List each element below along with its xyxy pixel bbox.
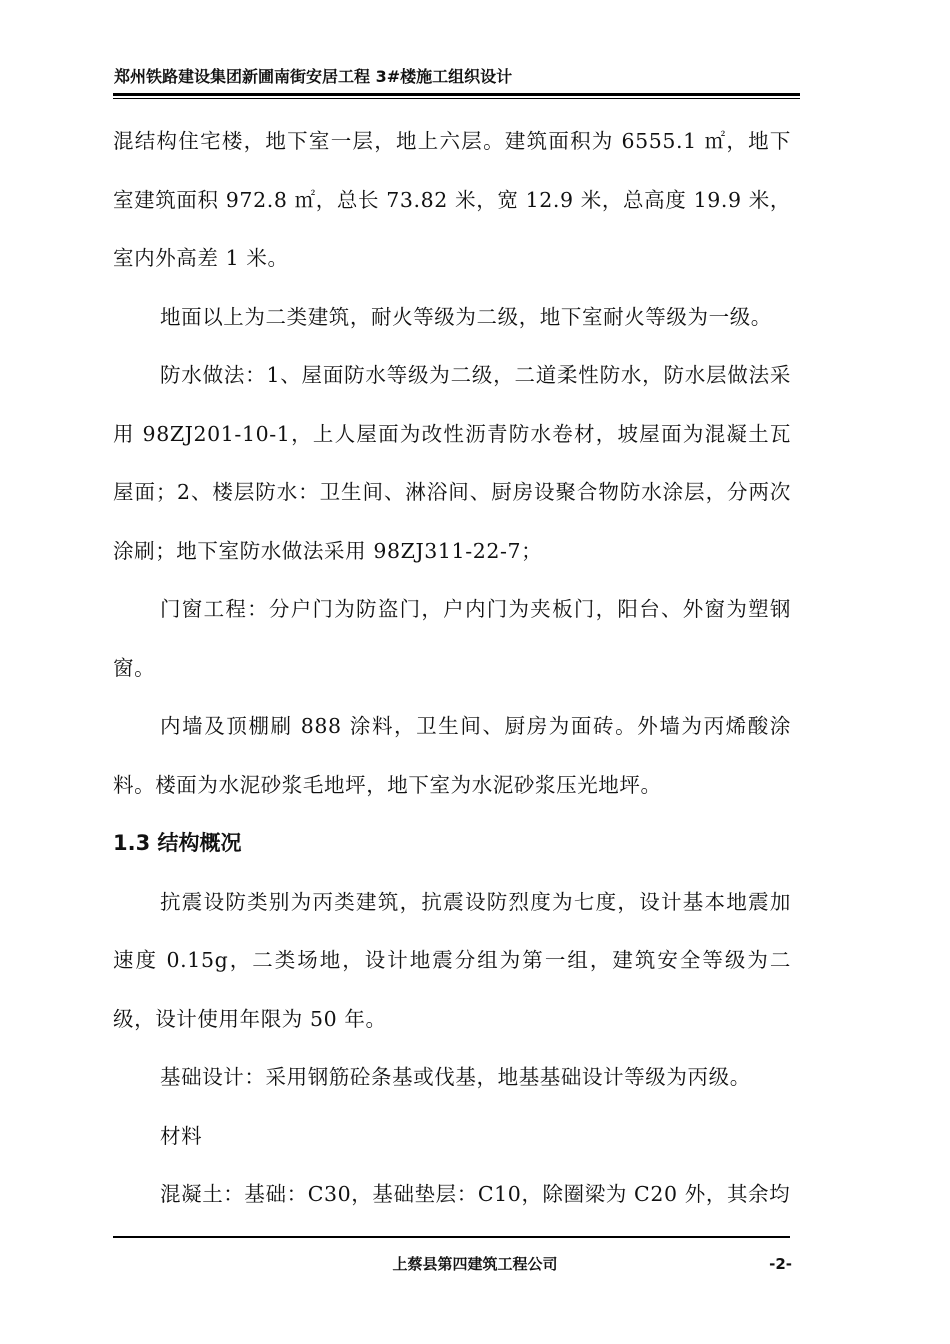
paragraph-materials-label: 材料 xyxy=(160,1123,203,1148)
document-body xyxy=(113,112,791,1224)
header-divider-thin xyxy=(113,98,800,99)
footer-divider xyxy=(113,1236,790,1238)
document-title: 郑州铁路建设集团新圃南街安居工程 3#楼施工组织设计 xyxy=(114,67,513,86)
paragraph-concrete: 混凝土：基础：C30，基础垫层：C10，除圈梁为 C20 外，其余均 xyxy=(160,1182,791,1206)
page-number: -2- xyxy=(769,1255,792,1273)
paragraph-building-overview: 混结构住宅楼，地下室一层，地上六层。建筑面积为 6555.1 ㎡，地下室建筑面积 972.8 ㎡，总长 73.82 米，宽 12.9 米，总高度 19.9 米，室内外高差 1 米。 xyxy=(113,129,791,270)
section-heading-structure: 1.3 结构概况 xyxy=(113,831,242,855)
paragraph-seismic: 抗震设防类别为丙类建筑，抗震设防烈度为七度，设计基本地震加速度 0.15g，二类场地，设计地震分组为第一组，建筑安全等级为二级，设计使用年限为 50 年。 xyxy=(113,889,791,1031)
paragraph-doors-windows: 门窗工程：分户门为防盗门，户内门为夹板门，阳台、外窗为塑钢窗。 xyxy=(113,597,791,680)
header-divider-thick xyxy=(113,93,800,96)
paragraph-fire-rating: 地面以上为二类建筑，耐火等级为二级，地下室耐火等级为一级。 xyxy=(160,304,772,329)
paragraph-finishes: 内墙及顶棚刷 888 涂料，卫生间、厨房为面砖。外墙为丙烯酸涂料。楼面为水泥砂浆毛地坪，地下室为水泥砂浆压光地坪。 xyxy=(113,714,791,797)
paragraph-foundation: 基础设计：采用钢筋砼条基或伐基，地基基础设计等级为丙级。 xyxy=(160,1065,751,1089)
paragraph-waterproofing: 防水做法：1、屋面防水等级为二级，二道柔性防水，防水层做法采用 98ZJ201-10-1，上人屋面为改性沥青防水卷材，坡屋面为混凝土瓦屋面；2、楼层防水：卫生间、淋浴间、厨房设聚合物防水涂层，分两次涂刷；地下室防水做法采用 98ZJ311-22-7； xyxy=(113,363,791,563)
footer-company-name: 上蔡县第四建筑工程公司 xyxy=(392,1255,558,1273)
